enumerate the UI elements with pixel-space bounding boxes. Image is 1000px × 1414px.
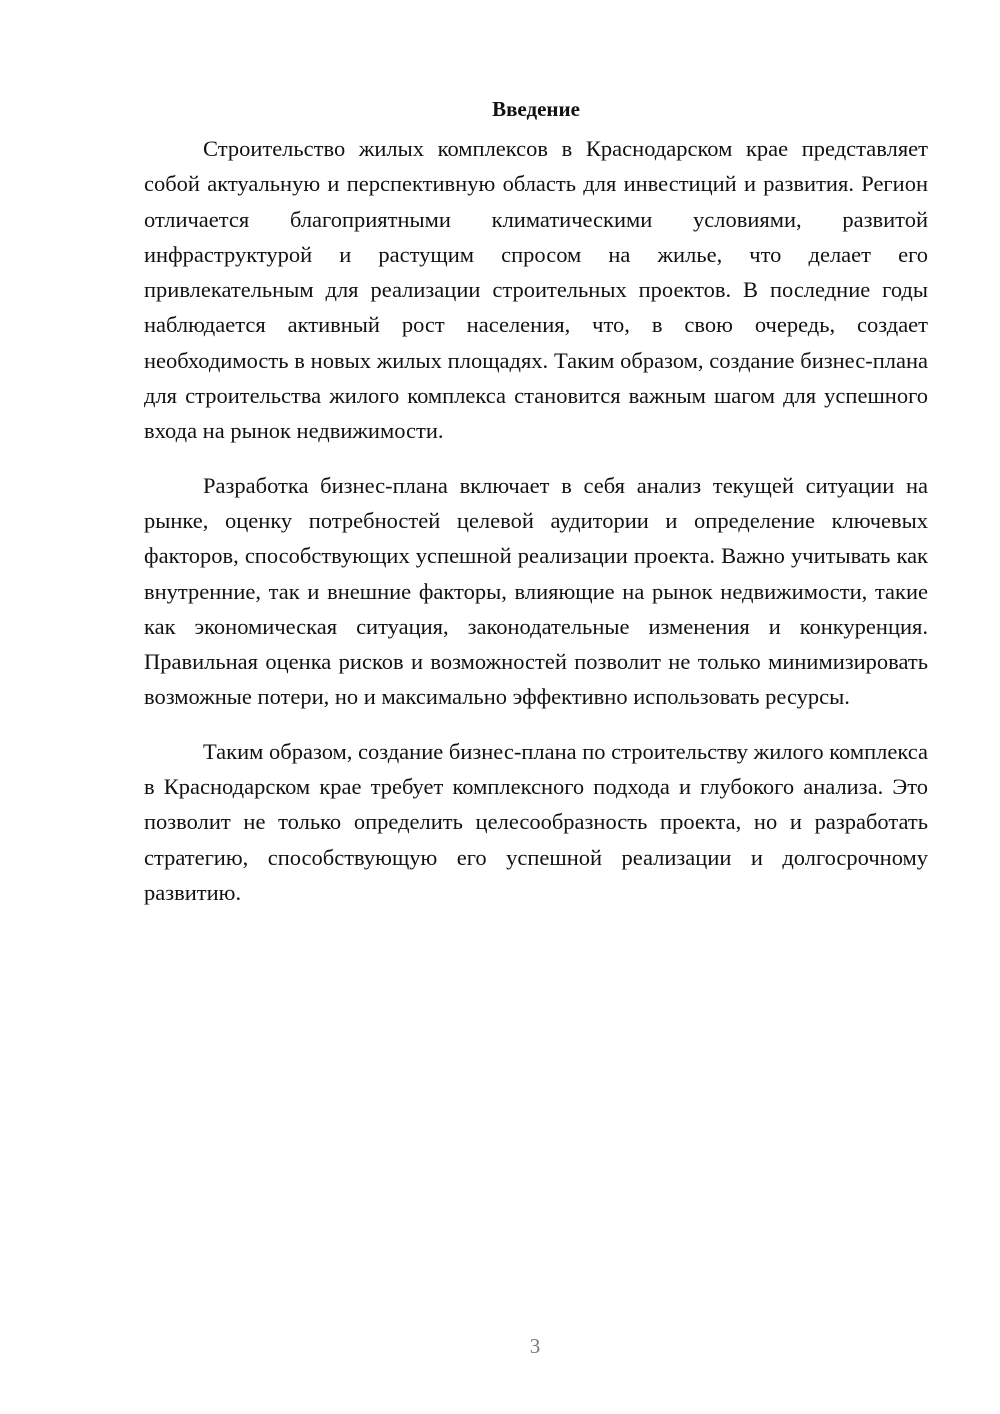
paragraph-2: Разработка бизнес-плана включает в себя анализ текущей ситуации на рынке, оценку потребностей целевой аудитории и определение ключевых факторов, способствующих успешной реализации проекта. Важно учитывать как внутренние, так и внешние факторы, влияющие на рынок недвижимости, такие как экономическая ситуация, законодательные изменения и конкуренция. Правильная оценка рисков и возможностей позволит не только минимизировать возможные потери, но и максимально эффективно использовать ресурсы. bbox=[144, 472, 928, 710]
paragraph-1: Строительство жилых комплексов в Краснодарском крае представляет собой актуальную и перспективную область для инвестиций и развития. Регион отличается благоприятными климатическими условиями, развитой инфраструктурой и растущим спросом на жилье, что делает его привлекательным для реализации строительных проектов. В последние годы наблюдается активный рост населения, что, в свою очередь, создает необходимость в новых жилых площадях. Таким образом, создание бизнес-плана для строительства жилого комплекса становится важным шагом для успешного входа на рынок недвижимости. bbox=[144, 136, 928, 444]
paragraph-3: Таким образом, создание бизнес-плана по строительству жилого комплекса в Краснодарском крае требует комплексного подхода и глубокого анализа. Это позволит не только определить целесообразность проекта, но и разработать стратегию, способствующую его успешной реализации и долгосрочному развитию. bbox=[144, 738, 928, 905]
page-content bbox=[144, 92, 928, 929]
page-number: 3 bbox=[529, 1334, 541, 1358]
section-heading: Введение bbox=[492, 97, 580, 121]
